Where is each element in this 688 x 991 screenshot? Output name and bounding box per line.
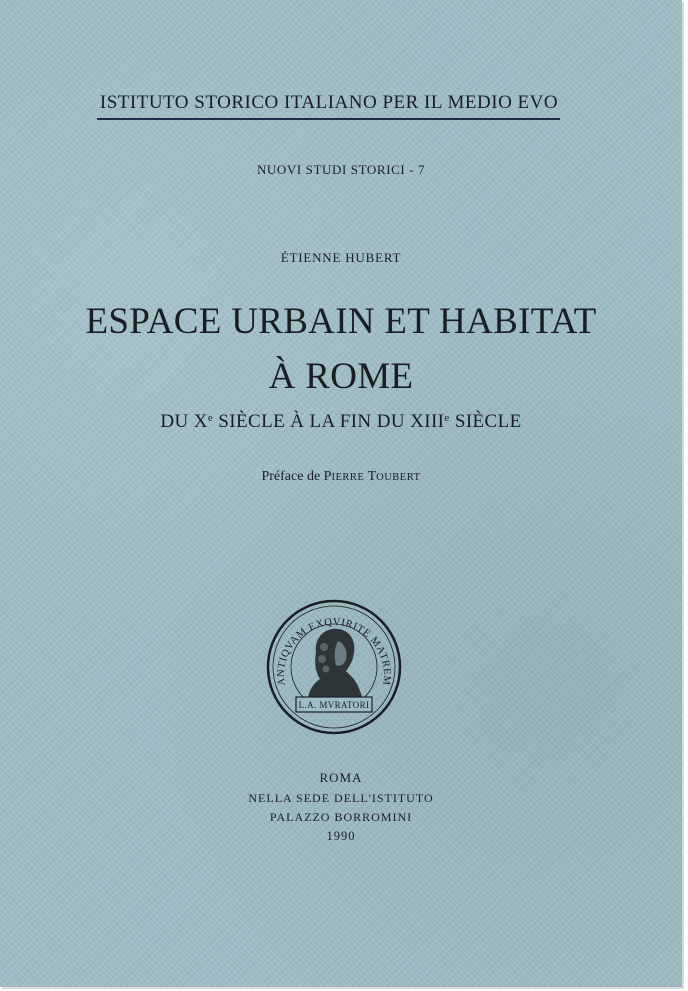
author-name: ÉTIENNE HUBERT xyxy=(280,250,402,265)
imprint-location: NELLA SEDE DELL'ISTITUTO xyxy=(248,791,434,805)
subtitle-sup-2: e xyxy=(444,412,450,424)
title-line-2: À ROME xyxy=(268,356,414,397)
preface-first-rest: IERRE xyxy=(331,472,365,483)
preface-last-initial: T xyxy=(367,469,377,484)
imprint-city: ROMA xyxy=(319,770,363,785)
seal-ring-textpath: ANTIQVAM EXQVIRITE MATREM xyxy=(275,616,393,687)
subtitle-part-2: SIÈCLE À LA FIN DU XIII xyxy=(213,411,445,432)
series-title: NUOVI STUDI STORICI - 7 xyxy=(256,162,426,177)
portrait-icon xyxy=(308,629,362,697)
seal-cartouche-text: L.A. MVRATORI xyxy=(298,700,370,710)
preface-prefix: Préface de xyxy=(261,469,324,484)
preface-first-initial: P xyxy=(323,469,332,484)
title-line-1: ESPACE URBAIN ET HABITAT xyxy=(85,301,597,342)
muratori-medallion-seal xyxy=(264,597,404,737)
publisher-name: ISTITUTO STORICO ITALIANO PER IL MEDIO EVO xyxy=(99,92,559,113)
subtitle xyxy=(0,411,682,433)
imprint-year: 1990 xyxy=(326,829,356,843)
imprint-palazzo: PALAZZO BORROMINI xyxy=(269,810,413,824)
subtitle-sup-1: e xyxy=(207,412,214,424)
subtitle-part-3: SIÈCLE xyxy=(449,411,522,432)
publisher-rule xyxy=(97,118,560,120)
subtitle-part-1: DU X xyxy=(160,411,208,432)
preface-credit xyxy=(0,469,682,485)
preface-last-rest: OUBERT xyxy=(376,472,421,483)
